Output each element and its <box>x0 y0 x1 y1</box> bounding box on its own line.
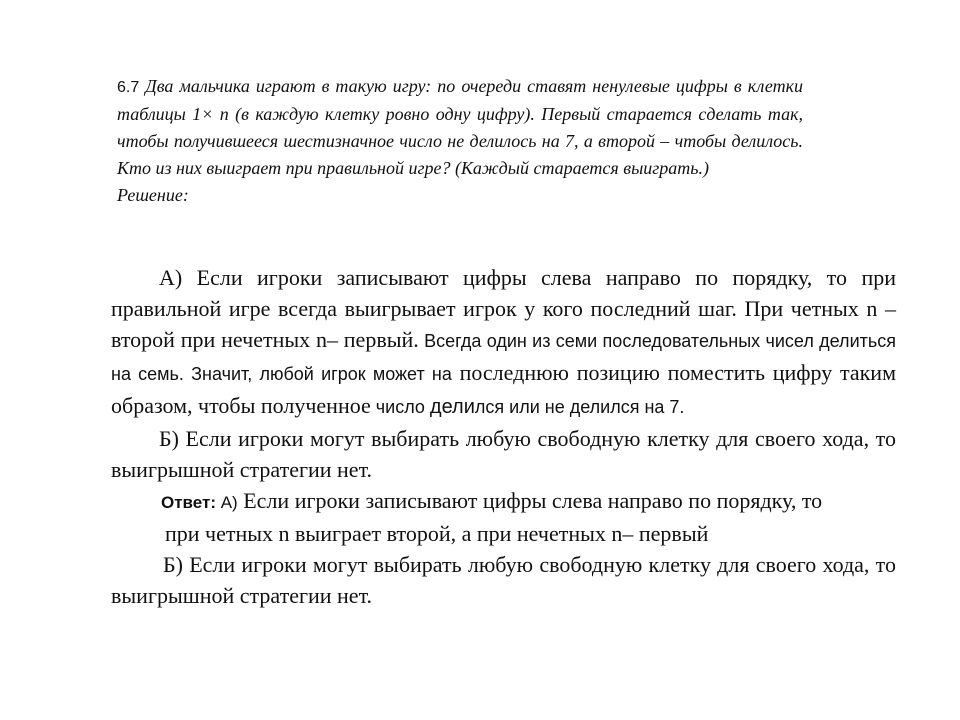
answer-label: Ответ: <box>161 493 216 512</box>
problem-statement <box>117 73 803 209</box>
part-a-sans-text-3: лся или не делился на 7. <box>474 397 685 417</box>
answer-block <box>111 485 896 518</box>
part-a-sans-text: Всегда один из семи последовательных чисел делиться на семь. Значит, любой игрок может на <box>111 331 896 384</box>
problem-number: 6.7 <box>117 79 140 96</box>
solution-label: Решение: <box>117 185 189 205</box>
answer-a-text: Если игроки записывают цифры слева направо по порядку, то <box>237 488 823 513</box>
part-a-text-2: последнюю позицию поместить цифру таким образом, чтобы полученное <box>111 360 896 418</box>
part-a-big-text: дели <box>429 396 475 418</box>
solution-body <box>111 262 896 611</box>
solution-part-b: Б) Если игроки могут выбирать любую свободную клетку для своего хода, то выигрышной стратегии нет. <box>111 426 896 482</box>
problem-text: Два мальчика играют в такую игру: по очереди ставят ненулевые цифры в клетки таблицы 1× n (в каждую клетку ровно одну цифру). Первый старается сделать так, чтобы получившееся шестизначное число не делилось на 7, а второй – чтобы делилось. Кто из них выиграет при правильной игре? (Каждый старается выиграть.) <box>117 76 803 178</box>
part-a-sans-text-2: число <box>370 397 430 417</box>
answer-part-b: Б) Если игроки могут выбирать любую свободную клетку для своего хода, то выигрышной стратегии нет. <box>111 552 896 608</box>
solution-part-a <box>111 262 896 423</box>
part-a-text: А) Если игроки записывают цифры слева направо по порядку, то при правильной игре всегда выигрывает игрок у кого последний шаг. При четных n –второй при нечетных n– первый. <box>111 265 896 352</box>
answer-a-continuation: при четных n выиграет второй, а при нечетных n– первый <box>165 521 709 546</box>
answer-a-letter: А) <box>216 493 238 512</box>
